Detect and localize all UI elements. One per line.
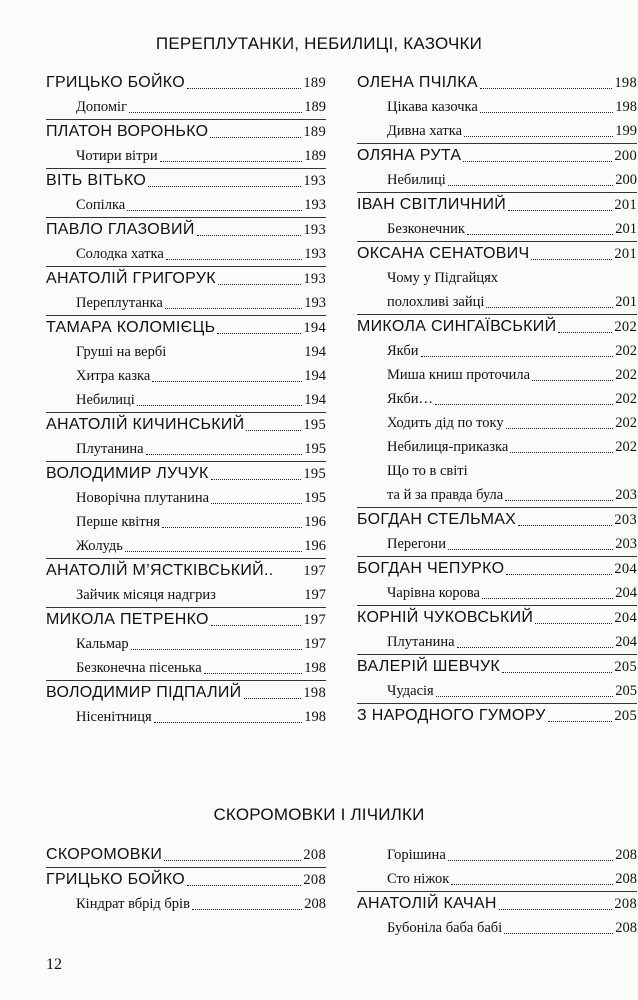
work-title: Сто ніжок	[387, 871, 450, 887]
page-ref: 201	[614, 246, 637, 262]
page-number: 12	[46, 956, 62, 973]
dot-leader	[480, 98, 613, 113]
dot-leader	[436, 682, 614, 697]
toc-work-entry	[46, 632, 326, 656]
author-name: ОКСАНА СЕНАТОВИЧ	[357, 245, 530, 262]
dot-leader	[152, 367, 302, 382]
work-title: Солодка хатка	[76, 246, 164, 262]
page-ref: 195	[304, 490, 326, 506]
work-title: Сопілка	[76, 197, 126, 213]
toc-work-entry	[46, 242, 326, 266]
author-name: МИКОЛА СИНГАЇВСЬКИЙ	[357, 318, 557, 335]
dot-leader	[505, 486, 613, 501]
toc-author-entry	[46, 559, 326, 583]
work-title: Чудасія	[387, 683, 434, 699]
page-ref: 202	[615, 415, 637, 431]
dot-leader	[502, 658, 612, 673]
page-ref: 189	[304, 148, 326, 164]
page-ref: 197	[304, 587, 326, 603]
toc-author-entry	[357, 193, 637, 217]
toc-work-entry	[46, 388, 326, 412]
work-title: Новорічна плутанина	[76, 490, 210, 506]
page-ref: 203	[614, 512, 637, 528]
work-title: Горішина	[387, 847, 446, 863]
dot-leader	[165, 294, 302, 309]
toc-work-entry	[46, 583, 326, 607]
work-title: Хитра казка	[76, 368, 151, 384]
author-name: ГРИЦЬКО БОЙКО	[46, 871, 185, 888]
toc-author-entry	[46, 169, 326, 193]
toc-author-entry	[46, 413, 326, 437]
toc-author-entry	[357, 71, 637, 95]
work-title: та й за правда була	[387, 487, 504, 503]
dot-leader	[558, 318, 612, 333]
dot-leader	[211, 611, 302, 626]
section-title-nonsense: ПЕРЕПЛУТАНКИ, НЕБИЛИЦІ, КАЗОЧКИ	[155, 34, 483, 53]
toc-author-entry	[357, 606, 637, 630]
author-name: БОГДАН ЧЕПУРКО	[357, 560, 505, 577]
dot-leader	[211, 465, 302, 480]
toc-work-entry	[46, 95, 326, 119]
work-title: Небилиця-приказка	[387, 439, 509, 455]
author-name: ГРИЦЬКО БОЙКО	[46, 74, 185, 91]
author-name: СКОРОМОВКИ	[46, 846, 163, 863]
page-ref: 196	[304, 514, 326, 530]
toc-column-left-2	[46, 843, 326, 916]
page-ref: 195	[304, 441, 326, 457]
toc-work-entry	[46, 892, 326, 916]
toc-work-entry	[357, 483, 637, 507]
author-name: ВОЛОДИМИР ЛУЧУК	[46, 465, 209, 482]
page-ref: 204	[615, 634, 637, 650]
dot-leader	[246, 416, 301, 431]
dot-leader	[154, 708, 303, 723]
work-title: Допоміг	[76, 99, 128, 115]
dot-leader	[244, 684, 302, 699]
dot-leader	[148, 172, 301, 187]
page-ref: 202	[615, 391, 637, 407]
page-ref: 202	[615, 439, 637, 455]
page-ref: 197	[303, 563, 326, 579]
dot-leader	[548, 707, 613, 722]
toc-author-entry	[357, 508, 637, 532]
work-title: Чотири вітри	[76, 148, 158, 164]
page-ref: 200	[615, 172, 637, 188]
author-name: АНАТОЛІЙ КИЧИНСЬКИЙ	[46, 416, 245, 433]
page-ref: 189	[304, 99, 326, 115]
work-title: Плутанина	[387, 634, 455, 650]
page-ref: 208	[615, 871, 637, 887]
work-title: Цікава казочка	[387, 99, 478, 115]
dot-leader	[506, 414, 614, 429]
dot-leader	[535, 609, 612, 624]
dot-leader	[448, 535, 613, 550]
toc-work-entry	[46, 144, 326, 168]
page-ref: 205	[615, 683, 637, 699]
dot-leader	[187, 871, 301, 886]
page-ref: 202	[615, 367, 637, 383]
toc-author-entry	[357, 315, 637, 339]
toc-author-entry	[46, 608, 326, 632]
toc-work-entry	[357, 630, 637, 654]
toc-work-title-line: Чому у Підгайцях	[387, 270, 499, 286]
dot-leader	[211, 489, 302, 504]
dot-leader	[451, 870, 613, 885]
author-name: ВАЛЕРІЙ ШЕВЧУК	[357, 658, 501, 675]
toc-author-entry	[46, 843, 326, 867]
dot-leader	[131, 635, 303, 650]
page-ref: 202	[614, 319, 637, 335]
toc-author-entry	[46, 316, 326, 340]
page-ref: 193	[303, 173, 326, 189]
page-ref: 194	[304, 344, 326, 360]
work-title: Перегони	[387, 536, 446, 552]
author-name: МИКОЛА ПЕТРЕНКО	[46, 611, 209, 628]
page-ref: 189	[303, 124, 326, 140]
dot-leader	[166, 245, 302, 260]
dot-leader	[508, 196, 612, 211]
dot-leader	[160, 147, 303, 162]
page-ref: 208	[614, 896, 637, 912]
dot-leader	[448, 846, 613, 861]
dot-leader	[482, 584, 613, 599]
dot-leader	[210, 123, 301, 138]
author-name: ВОЛОДИМИР ПІДПАЛИЙ	[46, 684, 242, 701]
page-ref: 193	[303, 271, 326, 287]
toc-author-entry	[46, 71, 326, 95]
toc-work-entry	[357, 387, 637, 411]
toc-work-title-line: Що то в світі	[387, 463, 468, 479]
toc-work-entry	[46, 510, 326, 534]
toc-work-entry	[357, 168, 637, 192]
dot-leader	[192, 895, 302, 910]
page-ref: 194	[303, 320, 326, 336]
page-ref: 204	[614, 561, 637, 577]
author-name: ОЛЯНА РУТА	[357, 147, 462, 164]
work-title: Кальмар	[76, 636, 129, 652]
toc-work-entry	[46, 486, 326, 510]
page-ref: 204	[614, 610, 637, 626]
dot-leader	[146, 440, 303, 455]
toc-column-right-1	[357, 71, 637, 728]
dot-leader	[464, 122, 613, 137]
page-ref: 193	[304, 197, 326, 213]
page-ref: 193	[303, 222, 326, 238]
toc-work-entry	[46, 705, 326, 729]
work-title: Груші на вербі	[76, 344, 167, 360]
page-ref: 204	[615, 585, 637, 601]
page-ref: 193	[304, 246, 326, 262]
toc-author-entry	[46, 681, 326, 705]
toc-author-entry	[46, 120, 326, 144]
page-ref: 201	[615, 294, 637, 310]
author-name: ПЛАТОН ВОРОНЬКО	[46, 123, 209, 140]
author-name: АНАТОЛІЙ ГРИГОРУК	[46, 270, 216, 287]
dot-leader	[162, 513, 302, 528]
author-name: БОГДАН СТЕЛЬМАХ	[357, 511, 517, 528]
dot-leader	[187, 74, 301, 89]
toc-author-entry	[357, 557, 637, 581]
work-title: Зайчик місяця надгриз	[76, 587, 216, 603]
author-name: КОРНІЙ ЧУКОВСЬКИЙ	[357, 609, 534, 626]
work-title: Кіндрат вбрід брів	[76, 896, 190, 912]
toc-work-entry	[357, 217, 637, 241]
work-title: Нісенітниця	[76, 709, 152, 725]
page-ref: 198	[303, 685, 326, 701]
page-ref: 195	[303, 466, 326, 482]
dot-leader	[467, 220, 613, 235]
author-name: ІВАН СВІТЛИЧНИЙ	[357, 196, 507, 213]
author-name: ТАМАРА КОЛОМІЄЦЬ	[46, 319, 216, 336]
page-ref: 208	[303, 872, 326, 888]
page-ref: 194	[304, 392, 326, 408]
work-title: Миша книш проточила	[387, 367, 531, 383]
toc-work-entry	[46, 340, 326, 364]
dot-leader	[480, 74, 613, 89]
dot-leader	[421, 342, 614, 357]
work-title: Безконечна пісенька	[76, 660, 202, 676]
dot-leader	[531, 245, 612, 260]
page-ref: 203	[615, 536, 637, 552]
work-title: Чарівна корова	[387, 585, 480, 601]
toc-work-entry	[46, 534, 326, 558]
toc-work-entry	[46, 364, 326, 388]
page-ref: 194	[304, 368, 326, 384]
author-name: ПАВЛО ГЛАЗОВИЙ	[46, 221, 195, 238]
page-ref: 199	[615, 123, 637, 139]
toc-work-entry	[46, 437, 326, 461]
dot-leader	[435, 390, 613, 405]
page-ref: 208	[304, 896, 326, 912]
dot-leader	[457, 633, 614, 648]
toc-work-entry	[357, 843, 637, 867]
dot-leader	[532, 366, 613, 381]
page-ref: 197	[303, 612, 326, 628]
page-ref: 208	[303, 847, 326, 863]
page-ref: 208	[615, 847, 637, 863]
dot-leader	[448, 171, 613, 186]
dot-leader	[129, 98, 302, 113]
toc-author-entry	[357, 144, 637, 168]
dot-leader	[217, 319, 301, 334]
dot-leader	[486, 293, 613, 308]
author-name: ВІТЬ ВІТЬКО	[46, 172, 147, 189]
toc-author-entry	[46, 462, 326, 486]
toc-author-entry	[357, 704, 637, 728]
dot-leader	[137, 391, 302, 406]
dot-leader	[218, 270, 302, 285]
page-ref: 196	[304, 538, 326, 554]
page-ref: 193	[304, 295, 326, 311]
toc-work-entry	[357, 435, 637, 459]
dot-leader	[164, 846, 301, 861]
work-title: Ходить дід по току	[387, 415, 504, 431]
page-ref: 201	[614, 197, 637, 213]
dot-leader	[504, 919, 613, 934]
dot-leader	[510, 438, 613, 453]
work-title: Якби	[387, 343, 419, 359]
work-title: Небилиці	[387, 172, 446, 188]
page-ref: 195	[303, 417, 326, 433]
page-ref: 205	[614, 708, 637, 724]
author-name: АНАТОЛІЙ КАЧАН	[357, 895, 497, 912]
toc-author-entry	[357, 655, 637, 679]
dot-leader	[518, 511, 612, 526]
page-ref: 200	[614, 148, 637, 164]
page-ref: 198	[304, 660, 326, 676]
toc-work-entry	[357, 532, 637, 556]
dot-leader	[506, 560, 612, 575]
page-ref: 198	[615, 99, 637, 115]
work-title: Перше квітня	[76, 514, 161, 530]
author-name: ОЛЕНА ПЧІЛКА	[357, 74, 478, 91]
toc-work-entry	[357, 411, 637, 435]
toc-work-entry	[46, 291, 326, 315]
toc-work-entry	[357, 119, 637, 143]
work-title: Безконечник	[387, 221, 465, 237]
toc-work-entry	[357, 95, 637, 119]
author-name: З НАРОДНОГО ГУМОРУ	[357, 707, 546, 724]
page-ref: 197	[304, 636, 326, 652]
toc-work-entry	[357, 916, 637, 940]
section-title-tongue-twisters: СКОРОМОВКИ І ЛІЧИЛКИ	[213, 805, 425, 824]
toc-author-entry	[46, 267, 326, 291]
work-title: Переплутанка	[76, 295, 163, 311]
work-title: Дивна хатка	[387, 123, 463, 139]
toc-work-entry	[357, 581, 637, 605]
work-title: Жолудь	[76, 538, 123, 554]
work-title: Плутанина	[76, 441, 144, 457]
toc-work-entry	[357, 363, 637, 387]
dot-leader	[197, 221, 302, 236]
page-ref: 198	[614, 75, 637, 91]
toc-author-entry	[357, 892, 637, 916]
dot-leader	[463, 147, 612, 162]
page-ref: 201	[615, 221, 637, 237]
dot-leader	[127, 196, 302, 211]
toc-work-entry	[46, 193, 326, 217]
page-ref: 203	[615, 487, 637, 503]
toc-column-left-1	[46, 71, 326, 729]
dot-leader	[204, 659, 303, 674]
work-title: Якби…	[387, 391, 433, 407]
toc-work-entry	[357, 339, 637, 363]
toc-work-entry	[357, 867, 637, 891]
toc-author-entry	[46, 868, 326, 892]
page-ref: 205	[614, 659, 637, 675]
toc-work-entry	[357, 679, 637, 703]
author-name: АНАТОЛІЙ М’ЯСТКІВСЬКИЙ..	[46, 562, 274, 579]
toc-work-entry	[357, 290, 637, 314]
dot-leader	[125, 537, 302, 552]
toc-author-entry	[46, 218, 326, 242]
toc-column-right-2	[357, 843, 637, 940]
page-ref: 189	[303, 75, 326, 91]
toc-author-entry	[357, 242, 637, 266]
toc-work-entry	[46, 656, 326, 680]
work-title: Небилиці	[76, 392, 135, 408]
page-ref: 202	[615, 343, 637, 359]
work-title: Бубоніла баба бабі	[387, 920, 503, 936]
page-ref: 208	[615, 920, 637, 936]
page-ref: 198	[304, 709, 326, 725]
dot-leader	[499, 895, 613, 910]
work-title: полохливі зайці	[387, 294, 485, 310]
